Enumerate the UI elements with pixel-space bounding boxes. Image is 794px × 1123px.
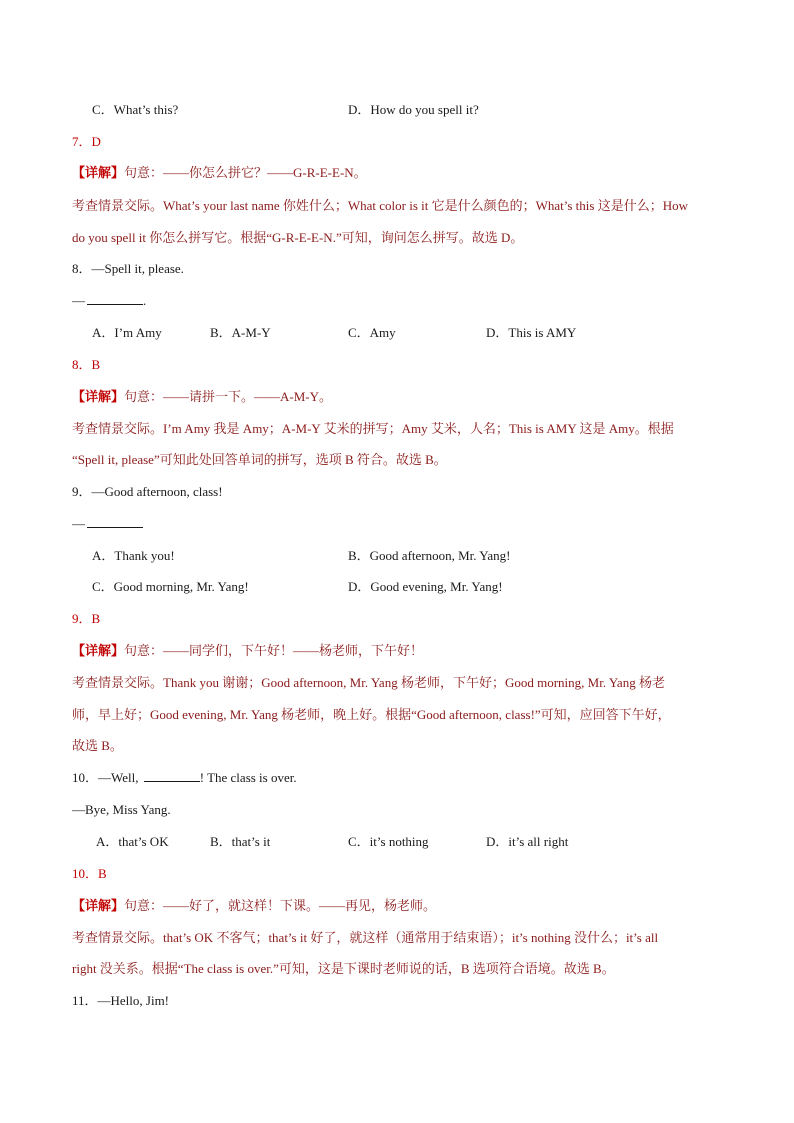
analysis-8-line-2: “Spell it, please”可知此处回答单词的拼写，选项 B 符合。故选 B。 — [72, 452, 447, 467]
q9-option-a: A．Thank you! — [92, 548, 175, 563]
analysis-10-line-2: right 没关系。根据“The class is over.”可知，这是下课时老师说的话，B 选项符合语境。故选 B。 — [72, 961, 615, 976]
analysis-10-line-1: 考查情景交际。that’s OK 不客气；that’s it 好了，就这样（通常用于结束语）；it’s nothing 没什么；it’s all — [72, 930, 659, 945]
q10-option-a: A．that’s OK — [96, 834, 169, 849]
answer-7: 7．D — [72, 134, 101, 149]
q8-option-d: D．This is AMY — [486, 325, 577, 340]
question-8-reply — [72, 292, 146, 310]
detail-label: 【详解】 — [72, 898, 125, 913]
stem-suffix: ! The class is over. — [199, 770, 297, 785]
period: . — [143, 293, 147, 308]
q8-option-b: B．A-M-Y — [210, 325, 271, 340]
q6-option-c: C．What’s this? — [92, 102, 179, 117]
answer-8: 8．B — [72, 357, 101, 372]
detail-9 — [72, 642, 423, 660]
detail-text: 句意：——请拼一下。——A-M-Y。 — [124, 389, 333, 404]
detail-10 — [72, 897, 436, 915]
q9-option-c: C．Good morning, Mr. Yang! — [92, 579, 249, 594]
dash: — — [72, 293, 85, 308]
question-10-reply: —Bye, Miss Yang. — [72, 802, 171, 817]
q8-option-c: C．Amy — [348, 325, 396, 340]
analysis-7-line-2: do you spell it 你怎么拼写它。根据“G-R-E-E-N.”可知，询问怎么拼写。故选 D。 — [72, 230, 524, 245]
question-9-reply — [72, 515, 143, 533]
q9-option-b: B．Good afternoon, Mr. Yang! — [348, 548, 511, 563]
detail-text: 句意：——好了，就这样！下课。——再见，杨老师。 — [124, 898, 437, 913]
detail-label: 【详解】 — [72, 643, 125, 658]
detail-label: 【详解】 — [72, 165, 125, 180]
question-9-stem: 9．—Good afternoon, class! — [72, 484, 223, 499]
detail-7 — [72, 164, 367, 182]
question-10-stem — [72, 769, 297, 787]
detail-label: 【详解】 — [72, 389, 125, 404]
question-8-stem: 8．—Spell it, please. — [72, 261, 184, 276]
analysis-9-line-2: 师，早上好；Good evening, Mr. Yang 杨老师，晚上好。根据“Good afternoon, class!”可知，应回答下午好， — [72, 707, 671, 722]
q10-option-c: C．it’s nothing — [348, 834, 429, 849]
q9-option-d: D．Good evening, Mr. Yang! — [348, 579, 503, 594]
answer-blank — [87, 292, 143, 305]
analysis-8-line-1: 考查情景交际。I’m Amy 我是 Amy；A-M-Y 艾米的拼写；Amy 艾米，人名；This is AMY 这是 Amy。根据 — [72, 421, 674, 436]
q8-option-a: A．I’m Amy — [92, 325, 162, 340]
answer-10: 10．B — [72, 866, 107, 881]
answer-9: 9．B — [72, 611, 101, 626]
stem-prefix: 10．—Well, — [72, 770, 142, 785]
analysis-9-line-1: 考查情景交际。Thank you 谢谢；Good afternoon, Mr. Yang 杨老师，下午好；Good morning, Mr. Yang 杨老 — [72, 675, 665, 690]
analysis-9-line-3: 故选 B。 — [72, 738, 123, 753]
detail-text: 句意：——同学们，下午好！——杨老师，下午好！ — [124, 643, 424, 658]
answer-blank — [144, 769, 200, 782]
detail-8 — [72, 388, 332, 406]
dash: — — [72, 516, 85, 531]
q10-option-d: D．it’s all right — [486, 834, 569, 849]
q10-option-b: B．that’s it — [210, 834, 271, 849]
question-11-stem: 11．—Hello, Jim! — [72, 993, 170, 1008]
q6-option-d: D．How do you spell it? — [348, 102, 479, 117]
answer-blank — [87, 515, 143, 528]
detail-text: 句意：——你怎么拼它？——G-R-E-E-N。 — [124, 165, 367, 180]
analysis-7-line-1: 考查情景交际。What’s your last name 你姓什么；What color is it 它是什么颜色的；What’s this 这是什么；How — [72, 198, 688, 213]
